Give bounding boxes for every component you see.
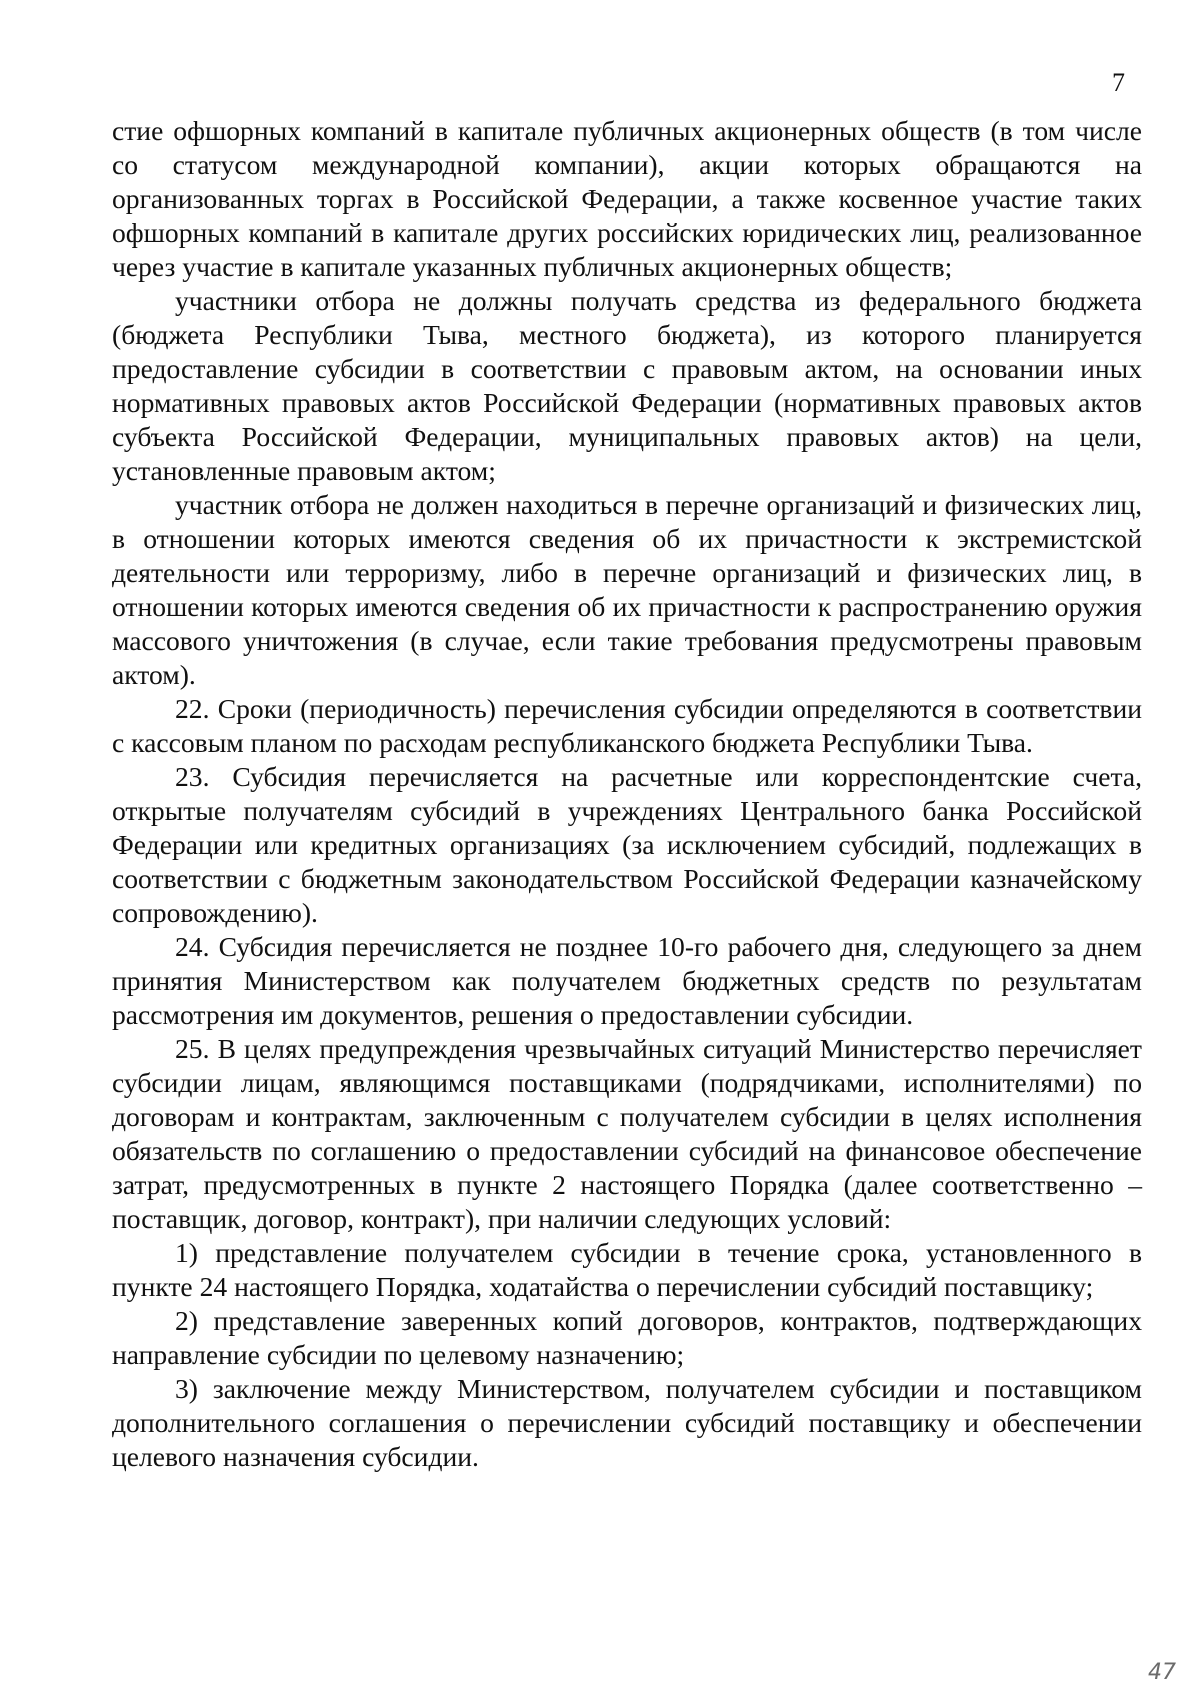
paragraph-extremism-list: участник отбора не должен находиться в перечне организаций и физических лиц, в отношении которых имеются сведения об их причастности к экстремистской деятельности или терроризму, либо в перечне организаций и физических лиц, в отношении которых имеются сведения об их причастности к распространению оружия массового уничтожения (в случае, если такие требования предусмотрены правовым актом). <box>112 489 1142 690</box>
paragraph-25: 25. В целях предупреждения чрезвычайных ситуаций Министерство перечисляет субсидии лицам, являющимся поставщиками (подрядчиками, исполнителями) по договорам и контрактам, заключенным с получателем субсидии в целях исполнения обязательств по соглашению о предоставлении субсидий на финансовое обеспечение затрат, предусмотренных в пункте 2 настоящего Порядка (далее соответственно – поставщик, договор, контракт), при наличии следующих условий: <box>112 1033 1142 1234</box>
paragraph-no-federal-funds: участники отбора не должны получать средства из федерального бюджета (бюджета Республики Тыва, местного бюджета), из которого планируется предоставление субсидии в соответствии с правовым актом, на основании иных нормативных правовых актов Российской Федерации (нормативных правовых актов субъекта Российской Федерации, муниципальных правовых актов) на цели, установленные правовым актом; <box>112 285 1142 486</box>
page-number: 7 <box>1112 68 1125 97</box>
paragraph-23: 23. Субсидия перечисляется на расчетные или корреспондентские счета, открытые получателям субсидий в учреждениях Центрального банка Российской Федерации или кредитных организациях (за исключением субсидий, подлежащих в соответствии с бюджетным законодательством Российской Федерации казначейскому сопровождению). <box>112 761 1142 928</box>
paragraph-25-item-2: 2) представление заверенных копий договоров, контрактов, подтверждающих направление субсидии по целевому назначению; <box>112 1305 1142 1370</box>
paragraph-25-item-1: 1) представление получателем субсидии в течение срока, установленного в пункте 24 настоящего Порядка, ходатайства о перечислении субсидий поставщику; <box>112 1237 1142 1302</box>
paragraph-continuation: стие офшорных компаний в капитале публичных акционерных обществ (в том числе со статусом международной компании), акции которых обращаются на организованных торгах в Российской Федерации, а также косвенное участие таких офшорных компаний в капитале других российских юридических лиц, реализованное через участие в капитале указанных публичных акционерных обществ; <box>112 115 1142 282</box>
paragraph-22: 22. Сроки (периодичность) перечисления субсидии определяются в соответствии с кассовым планом по расходам республиканского бюджета Республики Тыва. <box>112 693 1142 758</box>
handwritten-page-mark: 47 <box>1148 1660 1176 1685</box>
paragraph-24: 24. Субсидия перечисляется не позднее 10-го рабочего дня, следующего за днем принятия Министерством как получателем бюджетных средств по результатам рассмотрения им документов, решения о предоставлении субсидии. <box>112 931 1142 1030</box>
document-body <box>112 114 1142 1474</box>
paragraph-25-item-3: 3) заключение между Министерством, получателем субсидии и поставщиком дополнительного соглашения о перечислении субсидий поставщику и обеспечении целевого назначения субсидии. <box>112 1373 1142 1472</box>
